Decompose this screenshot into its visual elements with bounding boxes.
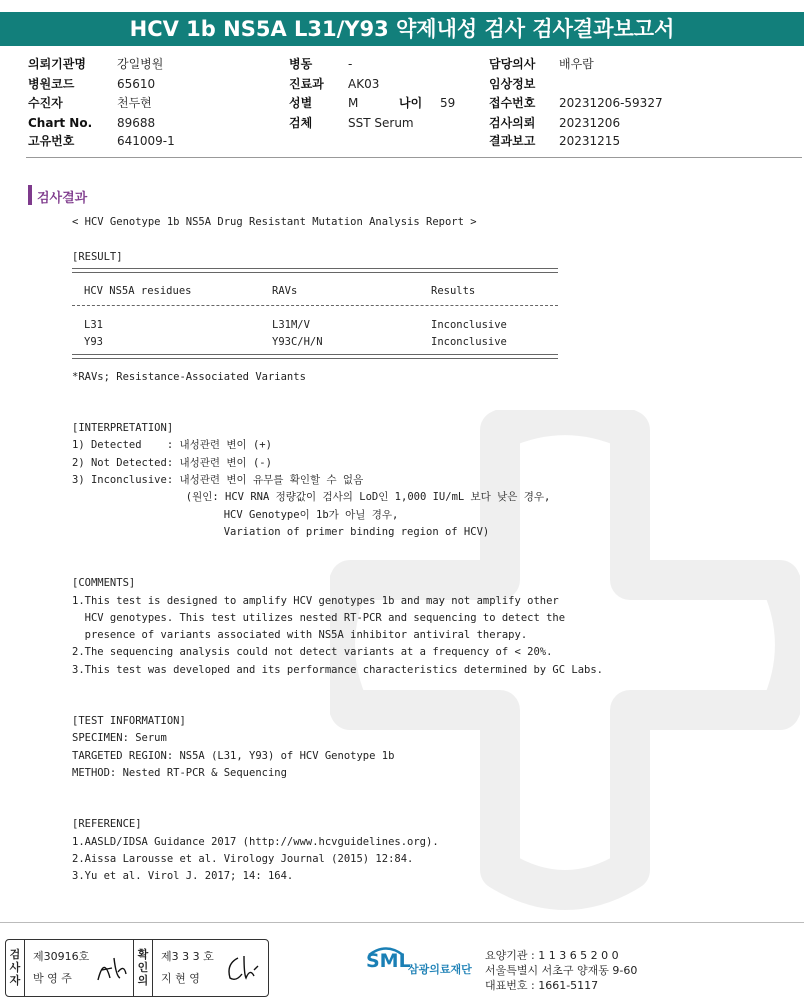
result-label: [RESULT]	[72, 251, 123, 263]
col-header-ravs: RAVs	[272, 285, 298, 297]
clinical-info-label: 임상정보	[489, 77, 536, 91]
test-info-line: METHOD: Nested RT-PCR & Sequencing	[72, 767, 287, 779]
doctor-value: 배우람	[559, 57, 594, 71]
row-result: Inconclusive	[431, 319, 507, 331]
accession-label: 접수번호	[489, 96, 536, 110]
specimen-value: SST Serum	[348, 116, 414, 130]
reference-line: 3.Yu et al. Virol J. 2017; 14: 164.	[72, 870, 294, 882]
interpretation-line: (원인: HCV RNA 정량값이 검사의 LoD인 1,000 IU/mL 보다 낮은 경우,	[72, 491, 551, 503]
col-header-results: Results	[431, 285, 476, 297]
report-date-label: 결과보고	[489, 134, 536, 148]
reference-label: [REFERENCE]	[72, 818, 142, 830]
row-ravs: Y93C/H/N	[272, 336, 323, 348]
interpretation-line: 1) Detected : 내성관련 변이 (+)	[72, 439, 272, 451]
report-title: HCV 1b NS5A L31/Y93 약제내성 검사 검사결과보고서	[0, 12, 804, 46]
inspector-name: 박 영 주	[33, 972, 72, 985]
inspector-vertical-label: 검 사 자	[9, 948, 21, 987]
row-residue: Y93	[84, 336, 103, 348]
doctor-label: 담당의사	[489, 57, 536, 71]
report-heading: < HCV Genotype 1b NS5A Drug Resistant Mutation Analysis Report >	[72, 216, 477, 228]
inspector-number: 제30916호	[33, 950, 90, 963]
sex-value: M	[348, 96, 359, 110]
confirmer-signature-icon	[224, 952, 262, 986]
comment-line: 2.The sequencing analysis could not detect variants at a frequency of < 20%.	[72, 646, 553, 658]
ward-value: -	[348, 57, 353, 71]
section-marker	[28, 185, 32, 205]
phone: 대표번호 : 1661-5117	[485, 979, 599, 992]
chart-no-label: Chart No.	[28, 116, 93, 130]
confirmer-number: 제3 3 3 호	[161, 950, 214, 963]
interpretation-line: 3) Inconclusive: 내성관련 변이 유무를 확인할 수 없음	[72, 474, 364, 486]
hospital-code-value: 65610	[117, 77, 156, 91]
institution-code: 요양기관 : 1 1 3 6 5 2 0 0	[485, 949, 619, 962]
address: 서울특별시 서초구 양재동 9-60	[485, 964, 638, 977]
signature-box	[5, 939, 269, 997]
table-header-rule	[72, 305, 558, 306]
row-result: Inconclusive	[431, 336, 507, 348]
comment-line: HCV genotypes. This test utilizes nested RT-PCR and sequencing to detect the	[72, 612, 566, 624]
patient-value: 천두현	[117, 96, 152, 110]
section-title: 검사결과	[37, 191, 88, 206]
department-value: AK03	[348, 77, 380, 91]
row-residue: L31	[84, 319, 103, 331]
inspector-signature-icon	[94, 952, 130, 986]
ravs-footnote: *RAVs; Resistance-Associated Variants	[72, 371, 306, 383]
age-value: 59	[440, 96, 456, 110]
sex-label: 성별	[289, 96, 313, 110]
interpretation-line: 2) Not Detected: 내성관련 변이 (-)	[72, 457, 272, 469]
test-info-line: SPECIMEN: Serum	[72, 732, 167, 744]
patient-label: 수진자	[28, 96, 63, 110]
age-label: 나이	[399, 96, 423, 110]
test-info-line: TARGETED REGION: NS5A (L31, Y93) of HCV Genotype 1b	[72, 750, 395, 762]
logo-name: 삼광의료재단	[408, 963, 472, 976]
test-info-label: [TEST INFORMATION]	[72, 715, 186, 727]
comment-line: 3.This test was developed and its performance characteristics determined by GC Labs.	[72, 664, 604, 676]
request-date-value: 20231206	[559, 116, 621, 130]
report-date-value: 20231215	[559, 134, 621, 148]
specimen-label: 검체	[289, 116, 313, 130]
ward-label: 병동	[289, 57, 313, 71]
header-divider	[26, 157, 802, 158]
reference-line: 1.AASLD/IDSA Guidance 2017 (http://www.hcvguidelines.org).	[72, 836, 439, 848]
accession-value: 20231206-59327	[559, 96, 663, 110]
hospital-value: 강일병원	[117, 57, 164, 71]
unique-no-value: 641009-1	[117, 134, 175, 148]
hospital-code-label: 병원코드	[28, 77, 75, 91]
interpretation-label: [INTERPRETATION]	[72, 422, 174, 434]
department-label: 진료과	[289, 77, 324, 91]
confirmer-name: 지 현 영	[161, 972, 200, 985]
comment-line: presence of variants associated with NS5A inhibitor antiviral therapy.	[72, 629, 528, 641]
unique-no-label: 고유번호	[28, 134, 75, 148]
reference-line: 2.Aissa Larousse et al. Virology Journal (2015) 12:84.	[72, 853, 414, 865]
logo-mark: SML	[366, 950, 411, 972]
interpretation-line: HCV Genotype이 1b가 아닐 경우,	[72, 509, 399, 521]
comments-label: [COMMENTS]	[72, 577, 136, 589]
row-ravs: L31M/V	[272, 319, 310, 331]
hospital-label: 의뢰기관명	[28, 57, 86, 71]
table-top-rule	[72, 268, 558, 273]
interpretation-line: Variation of primer binding region of HCV)	[72, 526, 490, 538]
col-header-residues: HCV NS5A residues	[84, 285, 192, 297]
table-bottom-rule	[72, 354, 558, 359]
confirmer-vertical-label: 확 인 의	[137, 948, 149, 987]
comment-line: 1.This test is designed to amplify HCV genotypes 1b and may not amplify other	[72, 595, 559, 607]
chart-no-value: 89688	[117, 116, 156, 130]
request-date-label: 검사의뢰	[489, 116, 536, 130]
footer-divider	[0, 922, 804, 923]
